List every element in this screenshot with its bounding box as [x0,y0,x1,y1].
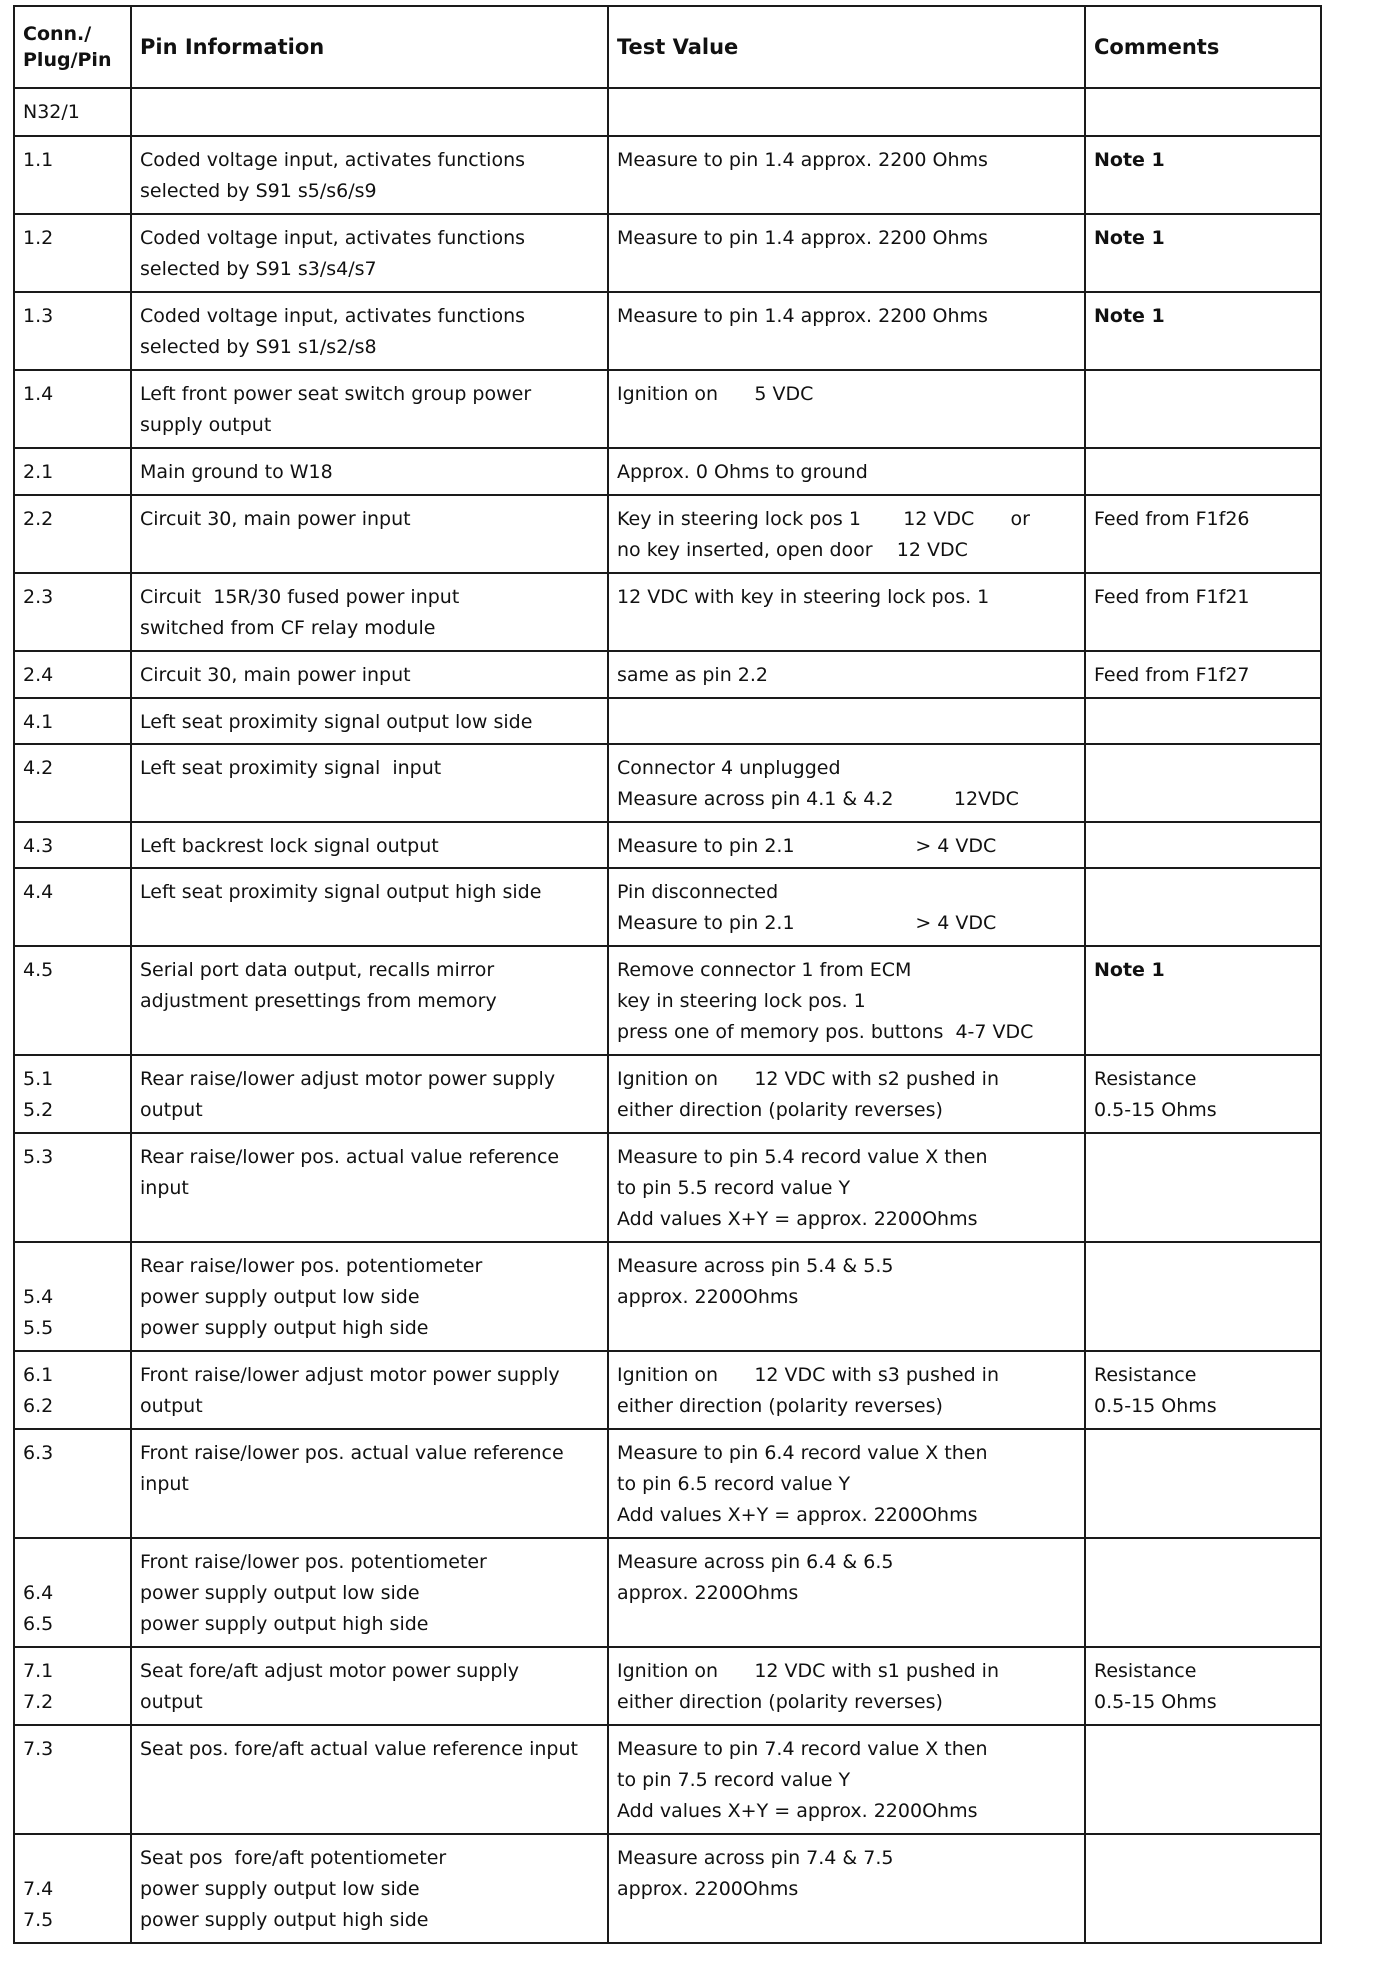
pin-cell [14,136,131,214]
table-header-row [14,6,1321,88]
comment-cell [1085,651,1321,698]
test-value-cell [608,744,1085,822]
comment-cell-line [1094,877,1312,908]
pin-cell-line: 6.2 [23,1395,54,1417]
pin-info-cell [131,214,608,292]
test-value-cell [608,651,1085,698]
header-test-value: Test Value [608,6,1085,88]
test-value-cell-line: approx. 2200Ohms [617,1286,799,1308]
pin-info-cell-line: Circuit 30, main power input [140,508,411,530]
pin-cell-line: 4.4 [23,881,54,903]
pin-info-cell [131,651,608,698]
pin-info-cell [131,448,608,495]
comment-cell [1085,448,1321,495]
pin-cell [14,88,131,136]
pin-cell-line: 2.4 [23,664,54,686]
test-value-cell-line: Ignition on 12 VDC with s1 pushed in [617,1660,1000,1682]
pin-cell [14,868,131,946]
pin-info-cell-line: Left seat proximity signal input [140,757,442,779]
test-value-cell-line: Key in steering lock pos 1 12 VDC or [617,508,1030,530]
test-value-cell-line: key in steering lock pos. 1 [617,990,866,1012]
pin-info-cell-line: selected by S91 s3/s4/s7 [140,258,377,280]
test-value-cell [608,1242,1085,1351]
pin-info-cell-line: Main ground to W18 [140,461,333,483]
pin-info-cell-line: Rear raise/lower adjust motor power supply [140,1068,556,1090]
table-row [14,448,1321,495]
comment-cell-line: Note 1 [1094,959,1165,981]
pin-cell-line: 1.1 [23,149,54,171]
pin-info-cell [131,1242,608,1351]
table-row [14,868,1321,946]
test-value-cell-line: Measure to pin 2.1 > 4 VDC [617,835,997,857]
test-value-cell-line: Measure to pin 1.4 approx. 2200 Ohms [617,305,988,327]
comment-cell [1085,822,1321,868]
comment-cell-line [1094,753,1312,784]
pin-cell-line [23,1547,122,1578]
pin-info-cell [131,1351,608,1429]
comment-cell [1085,1133,1321,1242]
test-value-cell-line: approx. 2200Ohms [617,1878,799,1900]
comment-cell [1085,1429,1321,1538]
pin-info-cell-line: Front raise/lower pos. actual value reference [140,1442,564,1464]
pin-info-cell-line: power supply output low side [140,1878,420,1900]
pin-info-cell-line: Circuit 15R/30 fused power input [140,586,460,608]
pin-cell [14,1834,131,1943]
pin-cell-line [23,1843,122,1874]
comment-cell-line: Resistance [1094,1068,1197,1090]
comment-cell [1085,744,1321,822]
comment-cell-line [1094,97,1312,128]
test-value-cell [608,1647,1085,1725]
comment-cell [1085,495,1321,573]
table-row [14,1242,1321,1351]
test-value-cell-line: Approx. 0 Ohms to ground [617,461,868,483]
test-value-cell-line: Connector 4 unplugged [617,757,841,779]
comment-cell [1085,1055,1321,1133]
pin-info-cell-line: Left backrest lock signal output [140,835,439,857]
test-value-cell-line: approx. 2200Ohms [617,1582,799,1604]
pin-info-cell-line: Front raise/lower adjust motor power supply [140,1364,560,1386]
test-value-cell [608,1725,1085,1834]
pin-info-cell [131,822,608,868]
pin-cell-line: 4.5 [23,959,54,981]
comment-cell-line [1094,831,1312,862]
comment-cell-line: 0.5-15 Ohms [1094,1691,1217,1713]
pin-cell [14,1725,131,1834]
comment-cell-line: 0.5-15 Ohms [1094,1395,1217,1417]
pin-info-cell-line: power supply output high side [140,1613,429,1635]
pin-cell-line: 7.5 [23,1909,54,1931]
test-value-cell [608,495,1085,573]
pin-cell-line: 7.2 [23,1691,54,1713]
pin-cell-line [23,1251,122,1282]
header-conn-plug-pin: Conn./ Plug/Pin [14,6,131,88]
pin-info-cell [131,292,608,370]
pin-info-cell [131,1725,608,1834]
pin-cell [14,292,131,370]
test-value-cell-line: either direction (polarity reverses) [617,1099,943,1121]
test-value-cell-line: same as pin 2.2 [617,664,768,686]
comment-cell [1085,868,1321,946]
header-comments: Comments [1085,6,1321,88]
pin-cell [14,370,131,448]
pin-cell [14,1538,131,1647]
test-value-cell-line: to pin 7.5 record value Y [617,1769,851,1791]
pin-cell-line: 6.5 [23,1613,54,1635]
comment-cell [1085,1538,1321,1647]
pin-info-cell [131,946,608,1055]
table-row [14,744,1321,822]
pin-cell [14,822,131,868]
pin-info-cell [131,1429,608,1538]
pin-info-cell-line: Front raise/lower pos. potentiometer [140,1551,487,1573]
comment-cell-line [1094,1251,1312,1282]
test-value-cell-line: press one of memory pos. buttons 4-7 VDC [617,1021,1034,1043]
pin-cell-line: 6.1 [23,1364,54,1386]
pin-cell-line: 2.2 [23,508,54,530]
pin-info-cell-line: output [140,1395,203,1417]
comment-cell-line: Resistance [1094,1660,1197,1682]
pin-cell-line: 4.3 [23,835,54,857]
test-value-cell [608,292,1085,370]
test-value-cell-line: Measure to pin 1.4 approx. 2200 Ohms [617,149,988,171]
comment-cell [1085,136,1321,214]
pin-info-cell-line: power supply output low side [140,1582,420,1604]
table-row [14,136,1321,214]
pin-cell-line: 7.3 [23,1738,54,1760]
comment-cell [1085,1242,1321,1351]
pin-cell-line: 5.4 [23,1286,54,1308]
pin-cell [14,495,131,573]
comment-cell [1085,1725,1321,1834]
test-value-cell-line: Measure across pin 6.4 & 6.5 [617,1551,894,1573]
pin-info-cell [131,495,608,573]
test-value-cell-line: Measure across pin 5.4 & 5.5 [617,1255,894,1277]
test-value-cell [608,448,1085,495]
test-value-cell [608,1133,1085,1242]
pin-cell-line: 5.1 [23,1068,54,1090]
pin-info-cell-line: Circuit 30, main power input [140,664,411,686]
test-value-cell-line: Measure to pin 1.4 approx. 2200 Ohms [617,227,988,249]
test-value-cell-line: either direction (polarity reverses) [617,1395,943,1417]
comment-cell-line [1094,1438,1312,1469]
pin-info-cell-line: output [140,1099,203,1121]
pin-info-cell-line: selected by S91 s1/s2/s8 [140,336,377,358]
pin-info-cell [131,1055,608,1133]
pin-info-cell-line: selected by S91 s5/s6/s9 [140,180,377,202]
comment-cell-line [1094,1547,1312,1578]
table-row [14,370,1321,448]
pin-cell [14,1133,131,1242]
pin-info-cell [131,1133,608,1242]
comment-cell [1085,573,1321,651]
comment-cell-line: Note 1 [1094,149,1165,171]
pin-info-cell [131,1538,608,1647]
pin-info-cell-line: Left seat proximity signal output low side [140,711,533,733]
pin-info-cell-line: Coded voltage input, activates functions [140,149,526,171]
comment-cell-line: 0.5-15 Ohms [1094,1099,1217,1121]
pin-info-cell [131,698,608,744]
table-row [14,292,1321,370]
pin-cell [14,448,131,495]
test-value-cell-line [617,97,1076,128]
comment-cell-line: Note 1 [1094,227,1165,249]
pin-info-cell-line: Seat fore/aft adjust motor power supply [140,1660,519,1682]
pin-cell-line: 1.3 [23,305,54,327]
pin-info-cell-line: adjustment presettings from memory [140,990,497,1012]
test-value-cell [608,1538,1085,1647]
comment-cell [1085,946,1321,1055]
pin-info-cell [131,88,608,136]
pin-cell-line: 1.4 [23,383,54,405]
comment-cell-line [1094,1734,1312,1765]
pin-info-cell [131,868,608,946]
test-value-cell-line: 12 VDC with key in steering lock pos. 1 [617,586,990,608]
test-value-cell-line: to pin 6.5 record value Y [617,1473,851,1495]
test-value-cell [608,573,1085,651]
test-value-cell-line: to pin 5.5 record value Y [617,1177,851,1199]
pin-cell [14,946,131,1055]
table-row [14,698,1321,744]
table-row [14,1351,1321,1429]
pin-info-cell [131,744,608,822]
pin-info-cell-line: input [140,1473,189,1495]
comment-cell-line: Note 1 [1094,305,1165,327]
pin-info-cell-line: Rear raise/lower pos. potentiometer [140,1255,483,1277]
table-row [14,214,1321,292]
test-value-cell-line: either direction (polarity reverses) [617,1691,943,1713]
pin-cell-line: 4.1 [23,711,54,733]
test-value-cell [608,822,1085,868]
pin-info-cell [131,1647,608,1725]
test-value-cell [608,946,1085,1055]
pin-cell-line: 5.3 [23,1146,54,1168]
test-value-cell-line: Ignition on 5 VDC [617,383,814,405]
pin-cell-line: 2.1 [23,461,54,483]
pin-info-cell-line: Coded voltage input, activates functions [140,305,526,327]
test-value-cell [608,698,1085,744]
table-row [14,651,1321,698]
table-row [14,1055,1321,1133]
pin-info-cell-line: Serial port data output, recalls mirror [140,959,495,981]
pin-cell-line: 6.4 [23,1582,54,1604]
comment-cell [1085,698,1321,744]
test-value-cell [608,1351,1085,1429]
pin-cell-line: 7.1 [23,1660,54,1682]
pin-info-cell [131,136,608,214]
comment-cell-line: Feed from F1f27 [1094,664,1250,686]
comment-cell-line [1094,707,1312,738]
pin-cell-line: N32/1 [23,101,80,123]
test-value-cell-line: Add values X+Y = approx. 2200Ohms [617,1504,978,1526]
pin-info-cell [131,370,608,448]
comment-cell-line [1094,1843,1312,1874]
pin-info-cell-line: Seat pos. fore/aft actual value reference input [140,1738,578,1760]
test-value-cell-line: Measure to pin 7.4 record value X then [617,1738,988,1760]
pin-test-table [13,5,1322,1944]
pin-info-cell [131,573,608,651]
test-value-cell [608,1429,1085,1538]
header-pin-information: Pin Information [131,6,608,88]
pin-info-cell-line: Seat pos fore/aft potentiometer [140,1847,447,1869]
pin-cell-line: 7.4 [23,1878,54,1900]
pin-cell-line: 5.5 [23,1317,54,1339]
test-value-cell [608,136,1085,214]
pin-info-cell-line: power supply output high side [140,1909,429,1931]
pin-cell [14,744,131,822]
comment-cell-line: Feed from F1f21 [1094,586,1250,608]
test-value-cell-line: Pin disconnected [617,881,779,903]
pin-cell [14,214,131,292]
test-value-cell-line: Measure to pin 6.4 record value X then [617,1442,988,1464]
pin-cell [14,573,131,651]
pin-cell-line: 1.2 [23,227,54,249]
test-value-cell-line: Measure across pin 4.1 & 4.2 12VDC [617,788,1019,810]
test-value-cell-line: no key inserted, open door 12 VDC [617,539,968,561]
test-value-cell [608,370,1085,448]
table-row [14,573,1321,651]
comment-cell-line [1094,457,1312,488]
pin-cell [14,651,131,698]
table-row [14,1725,1321,1834]
test-value-cell-line: Ignition on 12 VDC with s3 pushed in [617,1364,1000,1386]
test-value-cell-line: Add values X+Y = approx. 2200Ohms [617,1800,978,1822]
pin-cell [14,1242,131,1351]
comment-cell [1085,1647,1321,1725]
test-value-cell [608,1834,1085,1943]
test-value-cell [608,214,1085,292]
pin-cell [14,1055,131,1133]
pin-cell [14,1647,131,1725]
comment-cell [1085,370,1321,448]
pin-info-cell-line: supply output [140,414,272,436]
table-row [14,1133,1321,1242]
pin-info-cell-line: switched from CF relay module [140,617,436,639]
comment-cell [1085,292,1321,370]
comment-cell-line: Resistance [1094,1364,1197,1386]
table-row [14,495,1321,573]
pin-info-cell-line: power supply output high side [140,1317,429,1339]
pin-info-cell-line: Rear raise/lower pos. actual value reference [140,1146,560,1168]
comment-cell-line: Feed from F1f26 [1094,508,1250,530]
pin-info-cell-line [140,97,599,128]
pin-cell [14,1429,131,1538]
comment-cell [1085,88,1321,136]
pin-info-cell [131,1834,608,1943]
comment-cell-line [1094,1142,1312,1173]
pin-cell-line: 2.3 [23,586,54,608]
test-value-cell-line: Measure to pin 5.4 record value X then [617,1146,988,1168]
table-row [14,1834,1321,1943]
pin-info-cell-line: input [140,1177,189,1199]
table-row [14,1647,1321,1725]
pin-cell-line: 6.3 [23,1442,54,1464]
test-value-cell-line: Remove connector 1 from ECM [617,959,912,981]
comment-cell [1085,1351,1321,1429]
table-row [14,1538,1321,1647]
test-value-cell [608,88,1085,136]
comment-cell-line [1094,379,1312,410]
comment-cell [1085,1834,1321,1943]
table-row [14,946,1321,1055]
pin-info-cell-line: Coded voltage input, activates functions [140,227,526,249]
test-value-cell-line: Measure to pin 2.1 > 4 VDC [617,912,997,934]
pin-info-cell-line: Left seat proximity signal output high side [140,881,542,903]
table-row [14,88,1321,136]
test-value-cell [608,1055,1085,1133]
pin-cell [14,1351,131,1429]
table-row [14,822,1321,868]
pin-cell [14,698,131,744]
pin-cell-line: 5.2 [23,1099,54,1121]
pin-cell-line: 4.2 [23,757,54,779]
pin-info-cell-line: Left front power seat switch group power [140,383,532,405]
test-value-cell-line: Ignition on 12 VDC with s2 pushed in [617,1068,1000,1090]
test-value-cell-line [617,707,1076,738]
pin-info-cell-line: output [140,1691,203,1713]
table-body [14,88,1321,1943]
test-value-cell-line: Add values X+Y = approx. 2200Ohms [617,1208,978,1230]
pin-info-cell-line: power supply output low side [140,1286,420,1308]
test-value-cell-line: Measure across pin 7.4 & 7.5 [617,1847,894,1869]
test-value-cell [608,868,1085,946]
comment-cell [1085,214,1321,292]
table-row [14,1429,1321,1538]
